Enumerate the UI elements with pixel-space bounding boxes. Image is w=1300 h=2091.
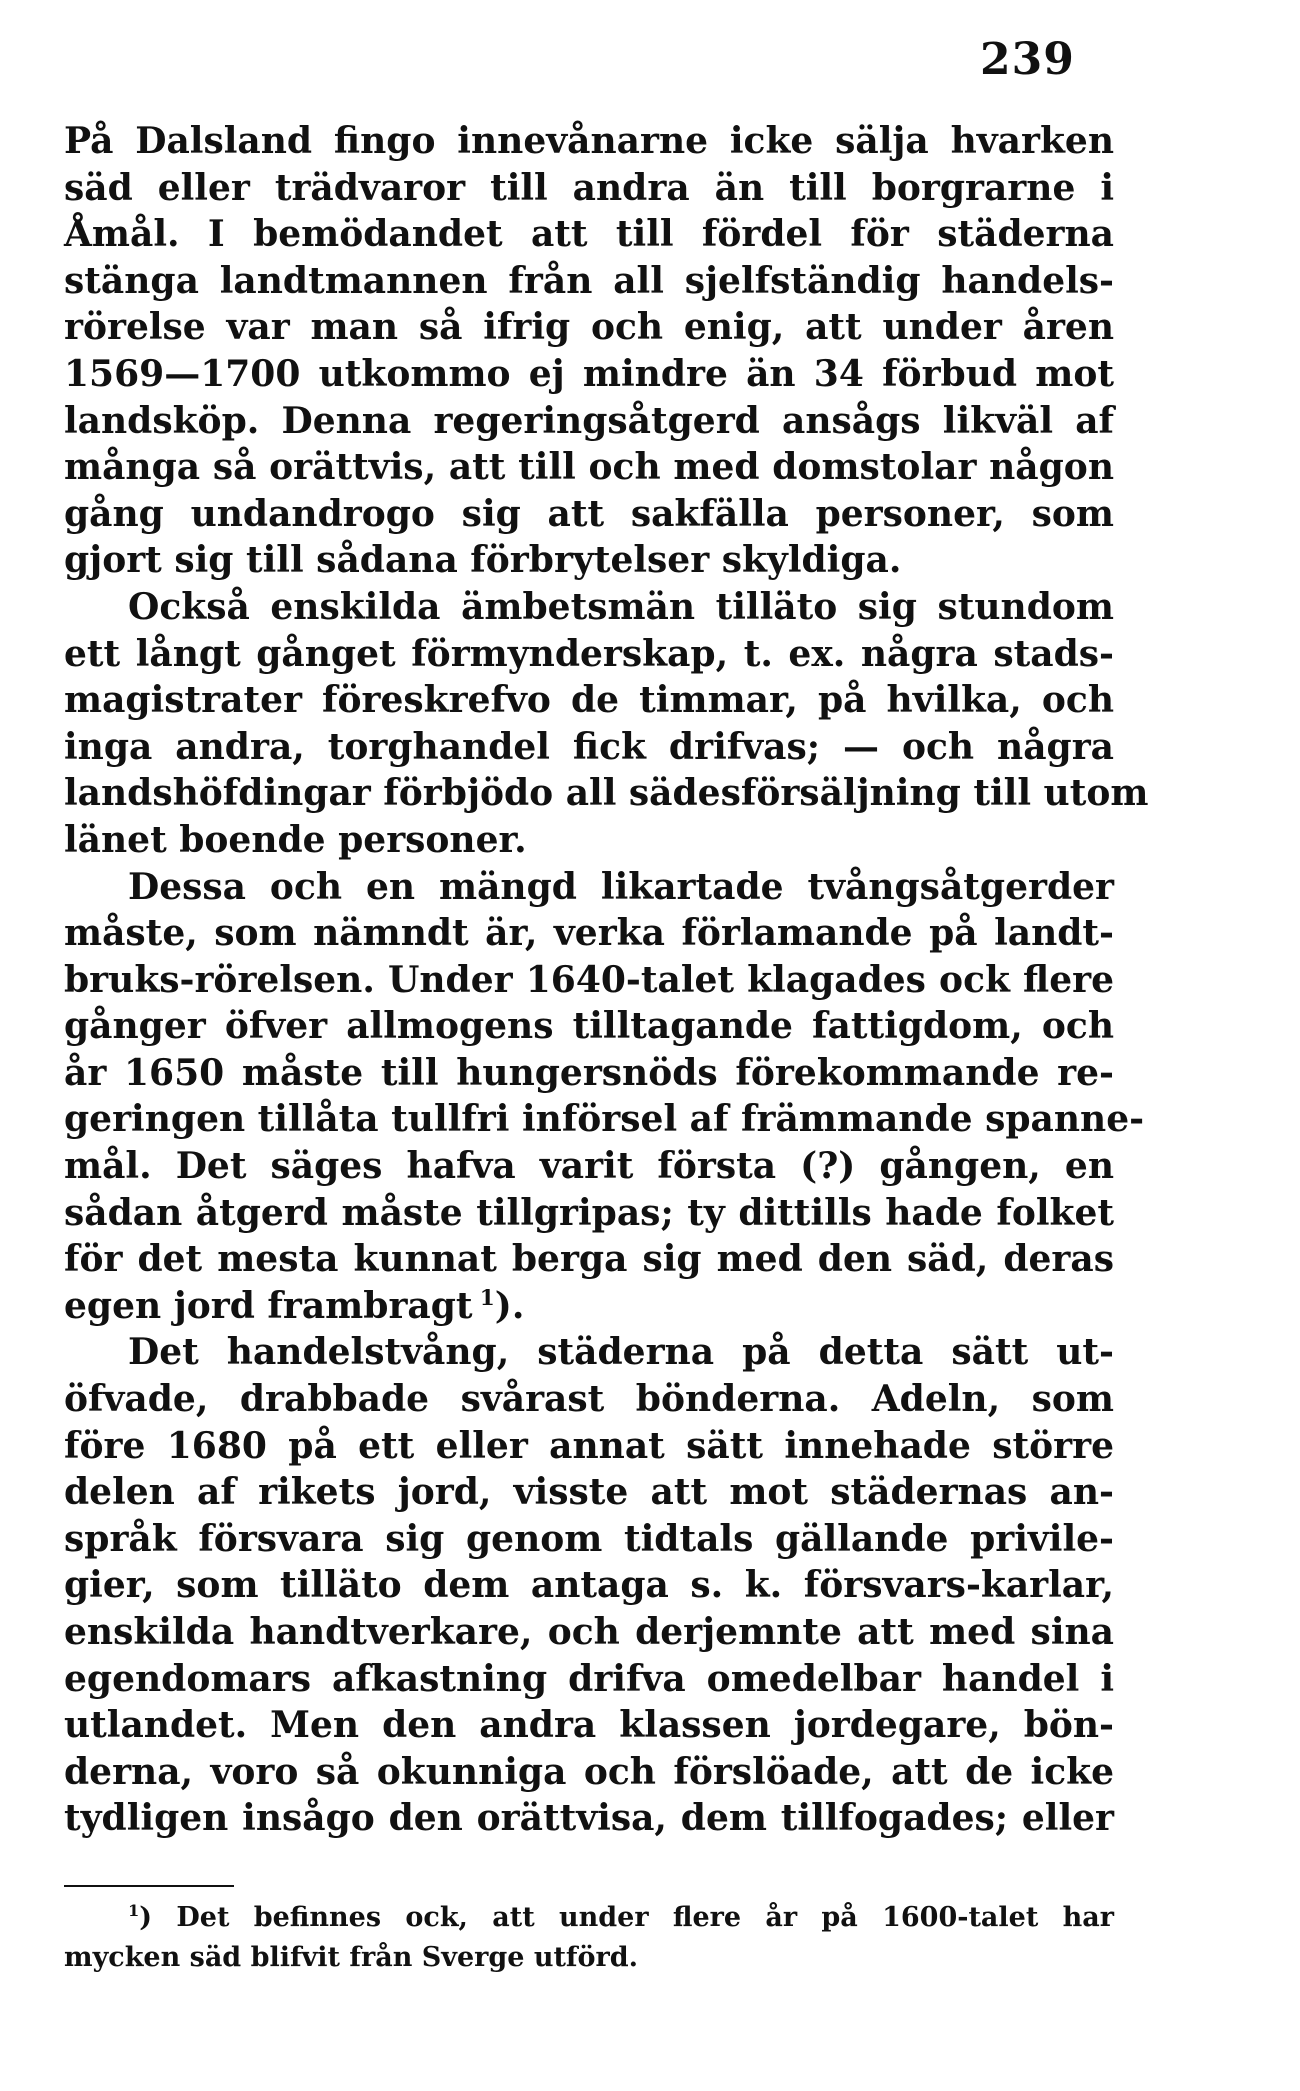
- footnote-line: mycken säd blifvit från Sverge utförd.: [64, 1942, 639, 1973]
- footnote-divider: [64, 1885, 234, 1887]
- text-line: gång undandrogo sig att sakfälla personer, som: [64, 492, 1114, 535]
- text-line: Åmål. I bemödandet att till fördel för städerna: [64, 213, 1114, 256]
- body-text: [64, 118, 1149, 1842]
- text-line: landsköp. Denna regeringsåtgerd ansågs likväl af: [64, 399, 1114, 442]
- text-line: många så orättvis, att till och med domstolar någon: [64, 446, 1114, 489]
- text-line: bruks-rörelsen. Under 1640-talet klagades ock flere: [64, 958, 1114, 1001]
- footnote-line: [64, 1898, 1114, 1938]
- footnotes: [64, 1898, 1114, 1978]
- text-line: språk försvara sig genom tidtals gällande privile-: [64, 1517, 1114, 1560]
- text-line: derna, voro så okunniga och förslöade, att de icke: [64, 1750, 1114, 1793]
- text-line: öfvade, drabbade svårast bönderna. Adeln, som: [64, 1378, 1114, 1421]
- text-line: 1569—1700 utkommo ej mindre än 34 förbud mot: [64, 352, 1114, 395]
- text-line: egendomars afkastning drifva omedelbar handel i: [64, 1657, 1114, 1700]
- text-line: På Dalsland fingo innevånarne icke sälja hvarken: [64, 120, 1114, 162]
- footnote-ref-suffix: ).: [494, 1284, 525, 1327]
- text-line: år 1650 måste till hungersnöds förekommande re-: [64, 1051, 1114, 1094]
- text-line: gjort sig till sådana förbrytelser skyldiga.: [64, 539, 902, 582]
- text-line: magistrater föreskrefvo de timmar, på hvilka, och: [64, 679, 1114, 722]
- text-line: landshöfdingar förbjödo all sädesförsäljning till utom: [64, 772, 1149, 815]
- text-line: mål. Det säges hafva varit första (?) gången, en: [64, 1145, 1114, 1188]
- footnote-marker: 1: [128, 1901, 140, 1920]
- text-line: säd eller trädvaror till andra än till borgrarne i: [64, 166, 1114, 209]
- text-line: för det mesta kunnat berga sig med den säd, deras: [64, 1238, 1114, 1281]
- footnote-text: ) Det befinnes ock, att under flere år på 1600-talet har: [139, 1902, 1114, 1933]
- text-line: rörelse var man så ifrig och enig, att under åren: [64, 306, 1114, 349]
- text-segment: egen jord frambragt: [64, 1284, 473, 1327]
- text-line: inga andra, torghandel fick drifvas; — och några: [64, 725, 1114, 768]
- text-line: gånger öfver allmogens tilltagande fattigdom, och: [64, 1005, 1114, 1048]
- text-line: stänga landtmannen från all sjelfständig handels-: [64, 259, 1114, 302]
- text-line: Dessa och en mängd likartade tvångsåtgerder: [128, 865, 1114, 908]
- page-number: 239: [980, 34, 1075, 85]
- text-line: delen af rikets jord, visste att mot städernas an-: [64, 1471, 1114, 1514]
- text-line: Det handelstvång, städerna på detta sätt ut-: [128, 1331, 1114, 1374]
- text-line-with-footnote-ref: [64, 1283, 1114, 1330]
- footnote-ref-number: 1: [479, 1285, 495, 1311]
- text-line: enskilda handtverkare, och derjemnte att med sina: [64, 1611, 1114, 1653]
- text-line: sådan åtgerd måste tillgripas; ty dittills hade folket: [64, 1191, 1114, 1234]
- text-line: före 1680 på ett eller annat sätt innehade större: [64, 1424, 1114, 1467]
- text-line: geringen tillåta tullfri införsel af främmande spanne-: [64, 1098, 1145, 1141]
- text-line: Också enskilda ämbetsmän tilläto sig stundom: [128, 585, 1114, 628]
- text-line: tydligen insågo den orättvisa, dem tillfogades; eller: [64, 1797, 1114, 1840]
- text-line: gier, som tilläto dem antaga s. k. försvars-karlar,: [64, 1564, 1114, 1607]
- text-line: utlandet. Men den andra klassen jordegare, bön-: [64, 1704, 1114, 1747]
- text-line: länet boende personer.: [64, 818, 527, 861]
- text-line: ett långt gånget förmynderskap, t. ex. några stads-: [64, 632, 1114, 675]
- text-line: måste, som nämndt är, verka förlamande på landt-: [64, 912, 1114, 955]
